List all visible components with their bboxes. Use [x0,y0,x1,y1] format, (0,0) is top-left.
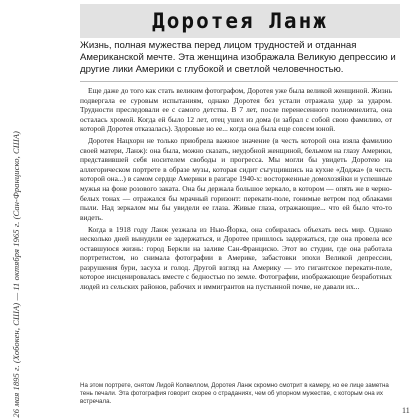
vertical-dates-margin [4,130,28,418]
body-paragraph-1: Еще даже до того как стать великим фотографом, Доротея уже была великой женщиной. Жизнь подвергала ее суровым испытаниям, однако Доротея без устали отражала удар за ударом. Трудности преследовали ее с самого детства. В 7 лет, после перенесенного полиомиелита, она осталась хромой. Когда ей было 12 лет, отец ушел из дома (и забрал с собой свою фамилию, от которой Доротея отказалась). Здоровые но ее... когда она была еще совсем юной. [80,86,392,134]
body-paragraph-2: Доротея Нацхорн не только приобрела важное значение (в честь которой она взяла фамилию своей матери, Ланж): она была, можно сказать, неудобной женщиной, бельмом на глазу Америки, представившей себя носителем свободы и прогресса. Мы могли бы увидеть Доротею на аллегорическом портрете в образе музы, которая сидит съгущившись на кухне «Доджа» (в честь которой она...) в самом сердце Америки в разгаре 1940-х: восторженные домохозяйки и успешные мужья на фоне розового заката. Она бы держала большое зеркало, в котором — опять же в черно-белых тонах — отражался бы мрачный горизонт: перекати-поле, гонимые ветром под облаками пыли. Над зеркалом мы бы увидели ее глаза. Живые глаза, отражающие... что ей было что-то видеть. [80,136,392,222]
lead-separator [80,81,398,82]
title-banner [80,4,400,38]
page-title: Доротея Ланж [152,8,328,33]
photo-caption: На этом портрете, снятом Лидой Колвеллом, Доротея Ланж скромно смотрит в камеру, но ее лице заметна тень печали. Эта фотография говорит скорее о страданиях, чем об упорном мужестве, с которым она их встречала. [80,382,389,406]
article-body [80,86,392,294]
lead-paragraph: Жизнь, полная мужества перед лицом трудностей и отданная Американской мечте. Эта женщина изображала Великую депрессию и другие лики Америки с глубокой и светлой человечностью. [80,40,396,75]
birth-death-dates: 26 мая 1895 г. (Хобокен, США) — 11 октября 1965 г. (Сан-Франциско, США) [11,130,21,418]
page-number: 11 [402,406,410,415]
body-paragraph-3: Когда в 1918 году Ланж уезжала из Нью-Йорка, она собиралась объехать весь мир. Однако несколько дней вынудили ее задержаться, и Доротее пришлось задержаться, где она провела все оставшуюся жизнь: город Беркли на заливе Сан-Франциско. Этот во студии, где она работала портретистом, но снимала фотографии в Америке, забастовки эпохи Великой депрессии, разрушения бури, засуха и голод. Другой взгляд на Америку — это гигантское перекати-поле, которое инсценировалась вместе с бедностью по земле. Фотографии, изображающие безработных людей из сельских районов, рабочих и иммигрантов на пустынной почве, не давали их... [80,224,392,291]
